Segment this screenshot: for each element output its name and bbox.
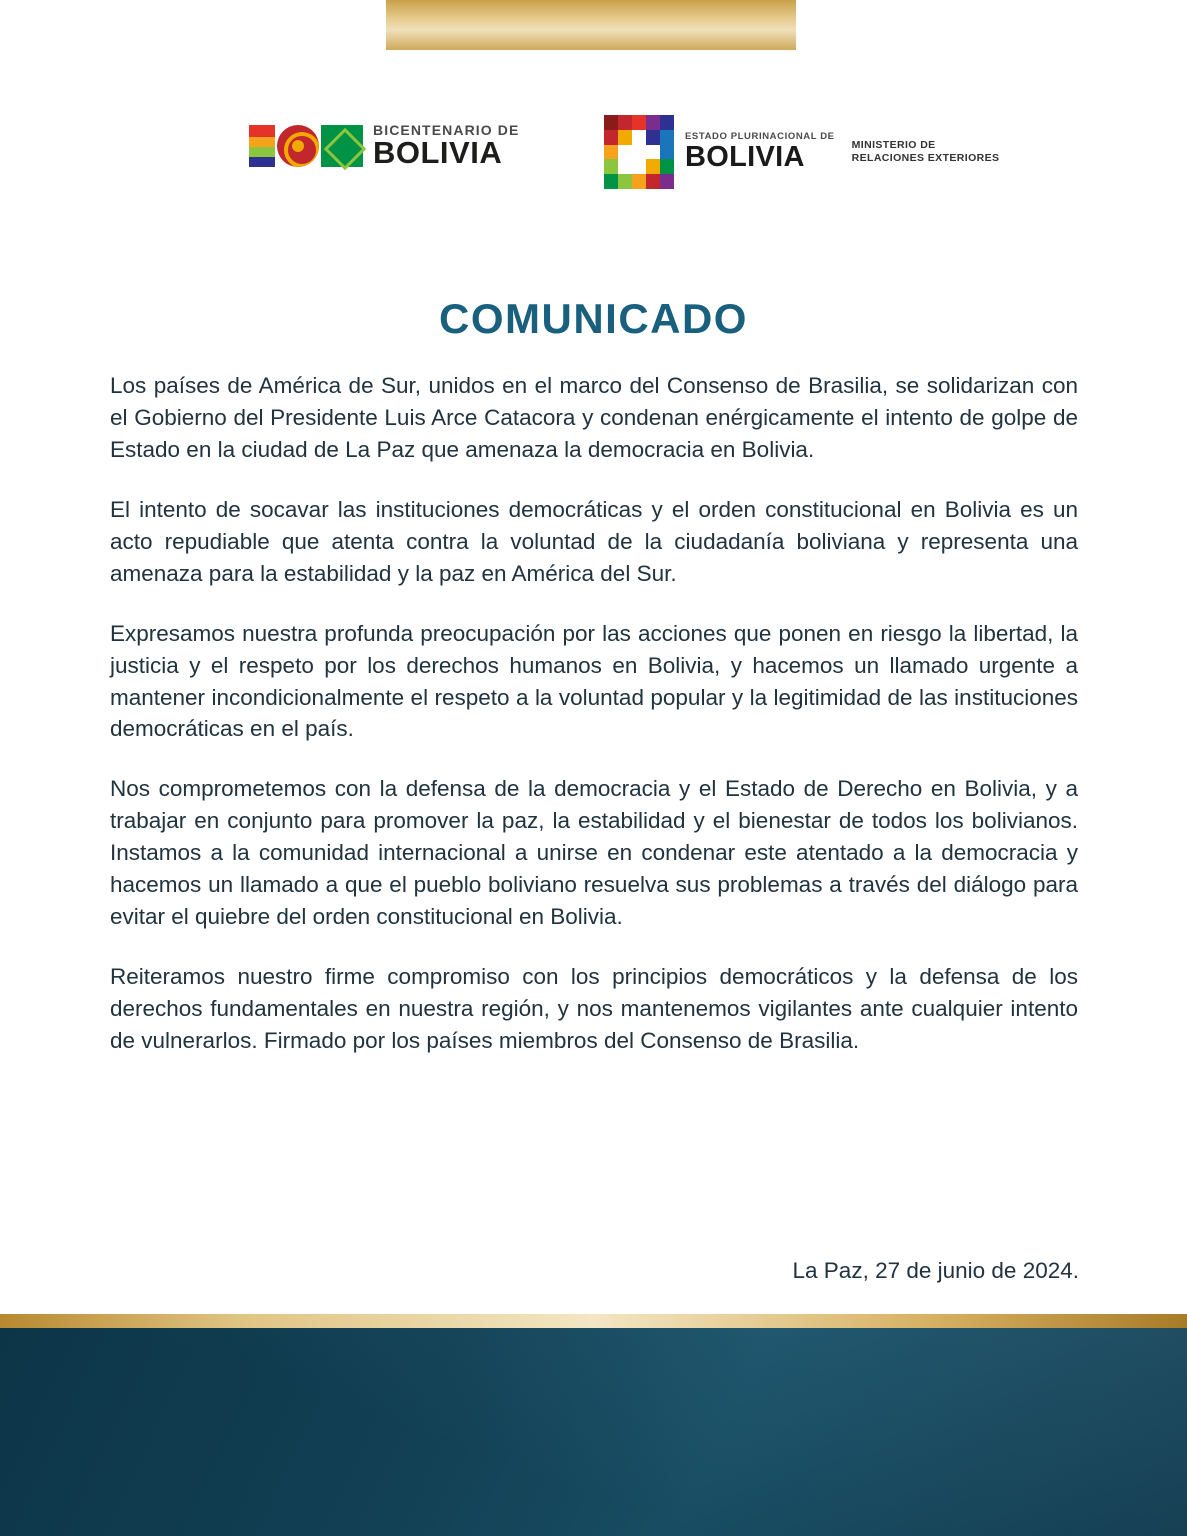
top-decorative-bar	[386, 0, 796, 50]
wiphala-coat-of-arms-icon	[604, 115, 674, 189]
paragraph: El intento de socavar las instituciones democráticas y el orden constitucional en Bolivia es un acto repudiable que atenta contra la voluntad de la ciudadanía boliviana y representa una amenaza para la estabilidad y la paz en América del Sur.	[110, 496, 1078, 586]
paragraph: Expresamos nuestra profunda preocupación por las acciones que ponen en riesgo la libertad, la justicia y el respeto por los derechos humanos en Bolivia, y hacemos un llamado urgente a mantener incondicionalmente el respeto a la voluntad popular y la legitimidad de las instituciones democráticas en el país.	[110, 620, 1078, 742]
ministerio-dept-line2: RELACIONES EXTERIORES	[851, 152, 1000, 164]
ministerio-line2: BOLIVIA	[685, 140, 805, 173]
page-title: COMUNICADO	[439, 295, 748, 342]
bottom-decorative-band	[0, 1328, 1187, 1536]
document-body	[110, 370, 1078, 1057]
paragraph: Nos comprometemos con la defensa de la democracia y el Estado de Derecho en Bolivia, y a trabajar en conjunto para promover la paz, la estabilidad y el bienestar de todos los bolivianos. Instamos a la comunidad internacional a unirse en condenar este atentado a la democracia y hacemos un llamado a que el pueblo boliviano resuelva sus problemas a través del diálogo para evitar el quiebre del orden constitucional en Bolivia.	[110, 776, 1078, 930]
logo-bicentenario	[249, 123, 519, 168]
bottom-gold-divider	[0, 1314, 1187, 1328]
header-logos	[0, 115, 1187, 205]
ministerio-dept-line1: MINISTERIO DE	[851, 138, 936, 151]
bicentenario-emblem-icon	[249, 125, 363, 167]
bicentenario-line2: BOLIVIA	[373, 135, 503, 170]
ministerio-line1: ESTADO PLURINACIONAL DE	[685, 130, 835, 142]
signature-place-date: La Paz, 27 de junio de 2024.	[792, 1258, 1079, 1283]
bicentenario-line1: BICENTENARIO DE	[373, 122, 520, 138]
paragraph: Reiteramos nuestro firme compromiso con los principios democráticos y la defensa de los derechos fundamentales en nuestra región, y nos mantenemos vigilantes ante cualquier intento de vulnerarlos. Firmado por los países miembros del Consenso de Brasilia.	[110, 964, 1078, 1053]
logo-ministerio	[604, 115, 999, 189]
paragraph: Los países de América de Sur, unidos en el marco del Consenso de Brasilia, se solidarizan con el Gobierno del Presidente Luis Arce Catacora y condenan enérgicamente el intento de golpe de Estado en la ciudad de La Paz que amenaza la democracia en Bolivia.	[110, 373, 1078, 462]
